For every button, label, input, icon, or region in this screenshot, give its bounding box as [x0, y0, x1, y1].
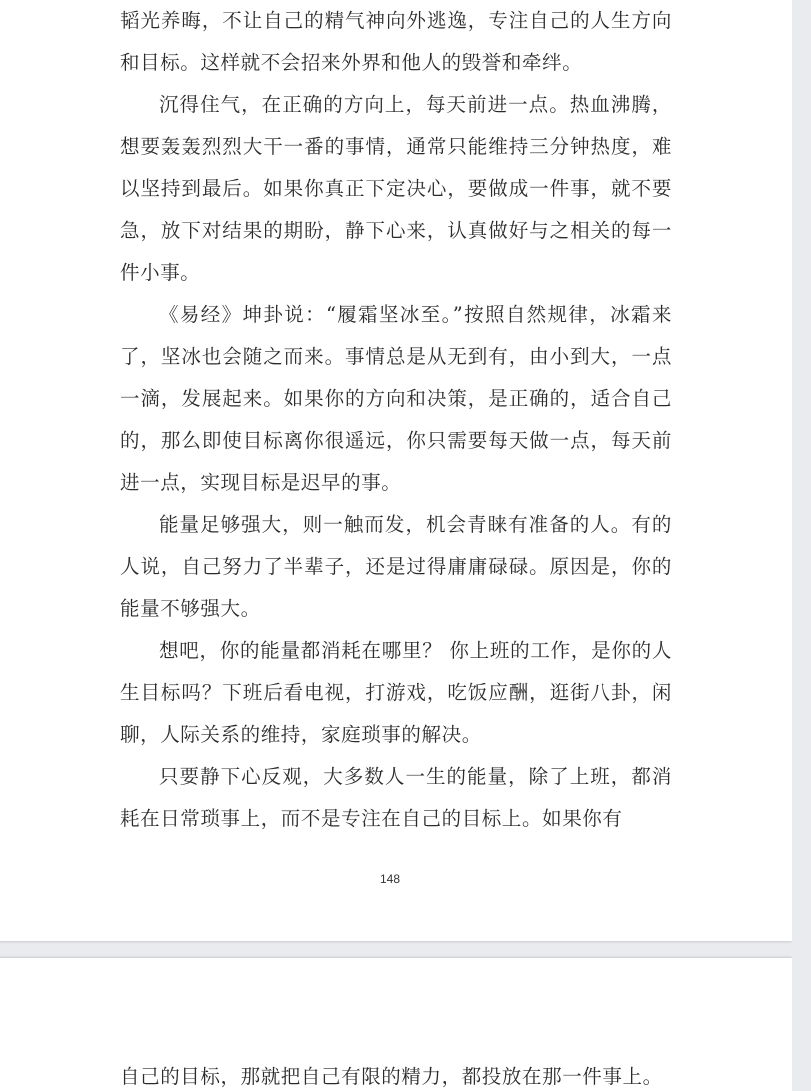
page-text: [120, 0, 672, 840]
paragraph: 韬光养晦，不让自己的精气神向外逃逸，专注自己的人生方向和目标。这样就不会招来外界和他人的毁誉和牵绊。: [120, 9, 672, 74]
page-number: 148: [379, 872, 401, 886]
scrollbar-gutter[interactable]: [792, 0, 811, 1091]
paragraph: 想吧，你的能量都消耗在哪里？ 你上班的工作，是你的人生目标吗？下班后看电视，打游戏，吃饭应酬，逛街八卦，闲聊，人际关系的维持，家庭琐事的解决。: [120, 639, 672, 746]
paragraph: 能量足够强大，则一触而发，机会青睐有准备的人。有的人说，自己努力了半辈子，还是过得庸庸碌碌。原因是，你的能量不够强大。: [120, 513, 672, 620]
document-page-next: [0, 958, 792, 1091]
paragraph: 自己的目标，那就把自己有限的精力，都投放在那一件事上。: [120, 1065, 663, 1088]
paragraph: 只要静下心反观，大多数人一生的能量，除了上班，都消耗在日常琐事上，而不是专注在自己的目标上。如果你有: [120, 765, 672, 830]
paragraph: 《易经》坤卦说：“履霜坚冰至。”按照自然规律，冰霜来了，坚冰也会随之而来。事情总是从无到有，由小到大，一点一滴，发展起来。如果你的方向和决策，是正确的，适合自己的，那么即使目标离你很遥远，你只需要每天做一点，每天前进一点，实现目标是迟早的事。: [120, 303, 672, 494]
page-text: [120, 1056, 672, 1091]
paragraph: 沉得住气，在正确的方向上，每天前进一点。热血沸腾，想要轰轰烈烈大干一番的事情，通常只能维持三分钟热度，难以坚持到最后。如果你真正下定决心，要做成一件事，就不要急，放下对结果的期盼，静下心来，认真做好与之相关的每一件小事。: [120, 93, 672, 284]
